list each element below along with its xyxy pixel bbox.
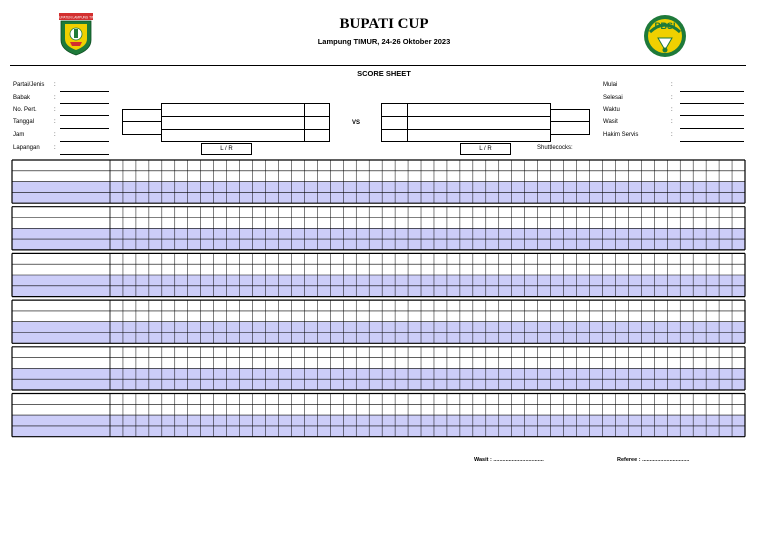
field-colon: : xyxy=(54,119,56,125)
left-lr-selector[interactable]: L / R xyxy=(201,143,252,155)
field-colon: : xyxy=(54,107,56,113)
field-label-tanggal: Tanggal xyxy=(13,119,35,125)
logo-banner-text: KABUPATEN LAMPUNG TIMUR xyxy=(52,15,100,20)
field-label-mulai: Mulai xyxy=(603,82,618,88)
score-sheet-title: SCORE SHEET xyxy=(357,69,411,78)
field-colon: : xyxy=(54,145,56,151)
field-label-hakim-servis: Hakim Servis xyxy=(603,132,639,138)
field-colon: : xyxy=(54,132,56,138)
field-label-partai: Partai/Jenis xyxy=(13,82,45,88)
field-label-jam: Jam xyxy=(13,132,25,138)
wasit-signature-line[interactable]: Wasit : ................................. xyxy=(474,457,544,463)
field-colon: : xyxy=(54,82,56,88)
field-colon: : xyxy=(54,95,56,101)
field-colon: : xyxy=(671,132,673,138)
right-lr-selector[interactable]: L / R xyxy=(460,143,511,155)
field-label-selesai: Selesai xyxy=(603,95,623,101)
field-label-waktu: Waktu xyxy=(603,107,620,113)
shuttlecocks-label: Shuttlecocks: xyxy=(537,145,573,151)
referee-signature-line[interactable]: Referee : ............................... xyxy=(617,457,690,463)
field-colon: : xyxy=(671,107,673,113)
field-label-lapangan: Lapangan xyxy=(13,145,40,151)
field-colon: : xyxy=(671,82,673,88)
field-label-no-pert: No. Pert. xyxy=(13,107,37,113)
field-colon: : xyxy=(671,119,673,125)
vs-label: VS xyxy=(352,120,361,126)
field-label-babak: Babak xyxy=(13,95,31,101)
event-title: BUPATI CUP xyxy=(339,16,429,32)
pbsi-logo-text: PBSI xyxy=(654,21,676,31)
field-label-wasit: Wasit xyxy=(603,119,618,125)
field-colon: : xyxy=(671,95,673,101)
event-subtitle: Lampung TIMUR, 24-26 Oktober 2023 xyxy=(317,37,451,46)
